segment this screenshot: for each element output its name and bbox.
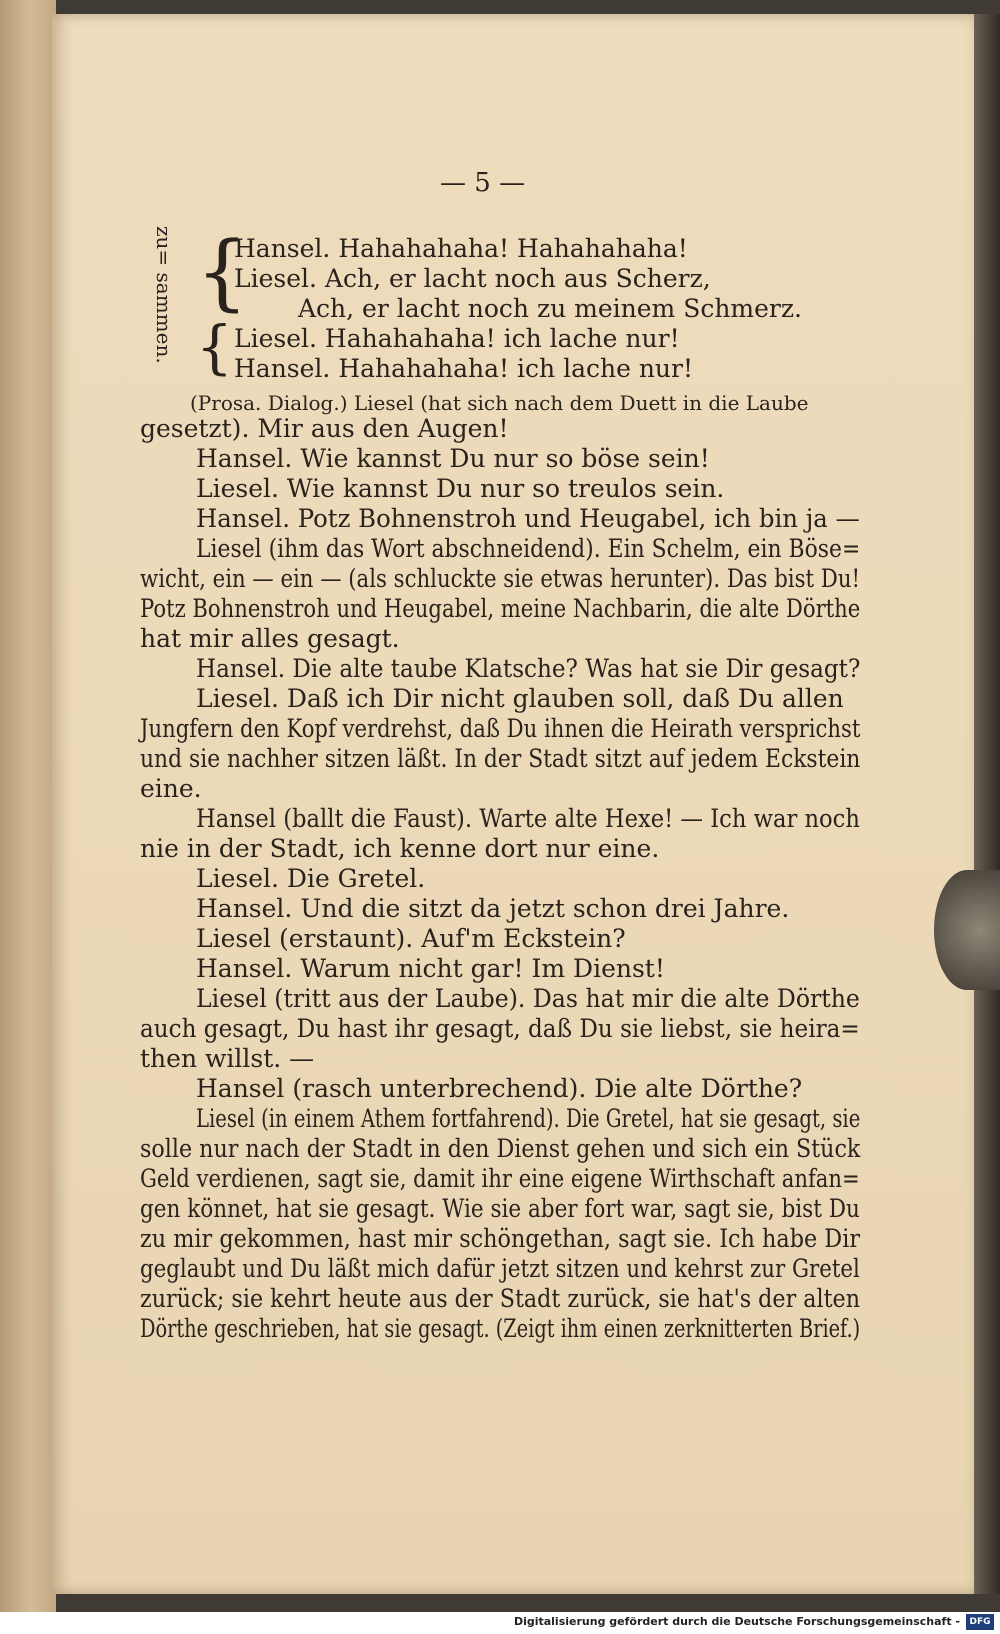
- line-30: Liesel (in einem Athem fortfahrend). Die Gretel, hat sie gesagt, sie: [196, 1104, 861, 1133]
- line-34: zu mir gekommen, hast mir schöngethan, sagt sie. Ich habe Dir: [140, 1224, 861, 1253]
- line-5: Hansel. Hahahahaha! ich lache nur!: [234, 354, 694, 383]
- line-36: zurück; sie kehrt heute aus der Stadt zurück, sie hat's der alten: [140, 1284, 861, 1313]
- footer-credit: Digitalisierung gefördert durch die Deutsche Forschungsgemeinschaft -: [513, 1615, 960, 1628]
- line-21: nie in der Stadt, ich kenne dort nur eine.: [140, 834, 660, 863]
- line-11: Liesel (ihm das Wort abschneidend). Ein Schelm, ein Böse=: [196, 534, 861, 563]
- line-7: gesetzt). Mir aus den Augen!: [140, 414, 509, 443]
- line-14: hat mir alles gesagt.: [140, 624, 400, 653]
- line-9: Liesel. Wie kannst Du nur so treulos sein.: [196, 474, 725, 503]
- line-6: (Prosa. Dialog.) Liesel (hat sich nach dem Duett in die Laube: [190, 391, 809, 415]
- line-28: then willst. —: [140, 1044, 315, 1073]
- line-3: Ach, er lacht noch zu meinem Schmerz.: [298, 294, 803, 323]
- line-13: Potz Bohnenstroh und Heugabel, meine Nachbarin, die alte Dörthe: [140, 594, 861, 623]
- brace-top: {: [196, 225, 249, 320]
- line-19: eine.: [140, 774, 202, 803]
- line-23: Hansel. Und die sitzt da jetzt schon drei Jahre.: [196, 894, 790, 923]
- line-29: Hansel (rasch unterbrechend). Die alte Dörthe?: [196, 1074, 803, 1103]
- line-20: Hansel (ballt die Faust). Warte alte Hexe! — Ich war noch: [196, 804, 860, 833]
- line-12: wicht, ein — ein — (als schluckte sie etwas herunter). Das bist Du!: [140, 564, 861, 593]
- line-33: gen könnet, hat sie gesagt. Wie sie aber fort war, sagt sie, bist Du: [140, 1194, 860, 1223]
- line-4: Liesel. Hahahahaha! ich lache nur!: [234, 324, 680, 353]
- brace-bottom: {: [196, 313, 233, 381]
- line-17: Jungfern den Kopf verdrehst, daß Du ihnen die Heirath versprichst: [140, 714, 861, 743]
- page-number: — 5 —: [440, 168, 526, 198]
- line-24: Liesel (erstaunt). Auf'm Eckstein?: [196, 924, 626, 953]
- line-10: Hansel. Potz Bohnenstroh und Heugabel, ich bin ja —: [196, 504, 860, 533]
- line-18: und sie nachher sitzen läßt. In der Stadt sitzt auf jedem Eckstein: [140, 744, 861, 773]
- page-clip: [934, 870, 1000, 990]
- line-1: Hansel. Hahahahaha! Hahahahaha!: [234, 234, 688, 263]
- line-8: Hansel. Wie kannst Du nur so böse sein!: [196, 444, 710, 473]
- line-25: Hansel. Warum nicht gar! Im Dienst!: [196, 954, 665, 983]
- line-37: Dörthe geschrieben, hat sie gesagt. (Zeigt ihm einen zerknitterten Brief.): [140, 1314, 861, 1343]
- line-16: Liesel. Daß ich Dir nicht glauben soll, daß Du allen: [196, 684, 844, 713]
- line-15: Hansel. Die alte taube Klatsche? Was hat sie Dir gesagt?: [196, 654, 861, 683]
- line-27: auch gesagt, Du hast ihr gesagt, daß Du sie liebst, sie heira=: [140, 1014, 860, 1043]
- side-label-together: zu= sammen.: [152, 226, 176, 364]
- previous-page-edge: [0, 0, 56, 1612]
- book-right-edge: [974, 14, 1000, 1594]
- line-31: solle nur nach der Stadt in den Dienst gehen und sich ein Stück: [140, 1134, 861, 1163]
- line-22: Liesel. Die Gretel.: [196, 864, 426, 893]
- line-2: Liesel. Ach, er lacht noch aus Scherz,: [234, 264, 711, 293]
- dfg-logo: DFG: [966, 1614, 994, 1630]
- line-35: geglaubt und Du läßt mich dafür jetzt sitzen und kehrst zur Gretel: [140, 1254, 860, 1283]
- line-32: Geld verdienen, sagt sie, damit ihr eine eigene Wirthschaft anfan=: [140, 1164, 860, 1193]
- line-26: Liesel (tritt aus der Laube). Das hat mir die alte Dörthe: [196, 984, 860, 1013]
